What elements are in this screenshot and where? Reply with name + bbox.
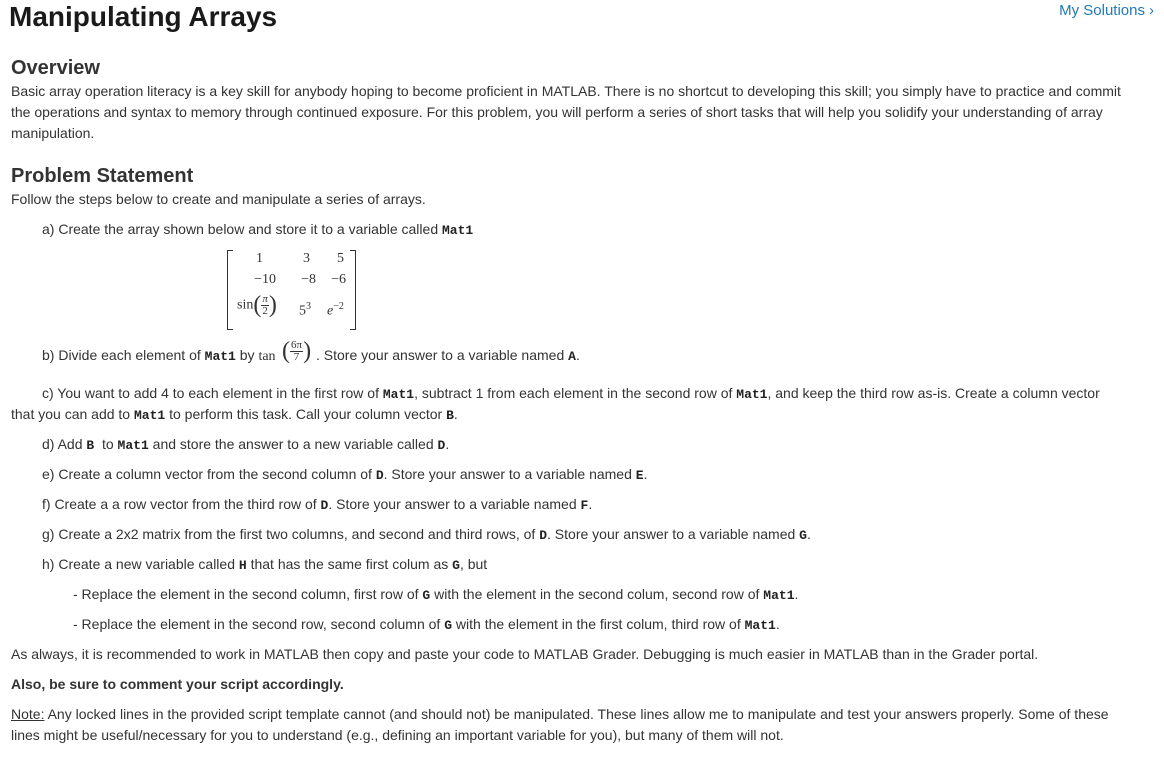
step-d [42, 434, 449, 456]
exponent: −2 [333, 301, 344, 312]
matrix-cell: −6 [331, 272, 346, 287]
var-b: B [86, 438, 95, 453]
step-g-text: . Store your answer to a variable named [547, 526, 800, 542]
base: e [327, 303, 334, 319]
overview-heading: Overview [11, 57, 100, 79]
matrix-right-bracket [350, 250, 356, 330]
step-h-text: - Replace the element in the second column, first row of [73, 586, 423, 602]
six-pi-over-7-fraction [290, 340, 303, 363]
chevron-right-icon: › [1149, 2, 1154, 19]
matrix-cell: −8 [301, 272, 316, 287]
tan-argument: ( $\frac{6\pi}{7}$ ) [282, 338, 312, 364]
note-text: Any locked lines in the provided script template cannot (and should not) be manipulated. These lines allow me to manipulate and test your answers properly. Some of these lines might be useful/necessary for you to understand (e.g., defining an important variable for you), but many of them will not. [11, 706, 1109, 743]
punct: . [794, 586, 799, 602]
exponent: 3 [306, 301, 311, 312]
matrix-cell-e [327, 301, 344, 320]
step-g-text: g) Create a 2x2 matrix from the first two columns, and second and third rows, of [42, 526, 540, 542]
problem-heading: Problem Statement [11, 165, 194, 187]
step-g [42, 524, 811, 546]
var-g: G [444, 618, 453, 633]
mat1-matrix [227, 250, 356, 330]
matrix-cell: 1 [256, 251, 263, 266]
matrix-cell: −10 [254, 272, 276, 287]
var-mat1: Mat1 [744, 618, 776, 633]
step-c-text: that you can add to [11, 406, 134, 422]
pi-over-2-fraction [261, 294, 269, 317]
var-mat1: Mat1 [117, 438, 149, 453]
step-h [42, 554, 487, 576]
var-d: D [375, 468, 384, 483]
step-d-text: d) Add [42, 436, 87, 452]
footer-comment: Also, be sure to comment your script accordingly. [11, 676, 344, 692]
var-a: A [568, 349, 576, 364]
step-h-sub1 [73, 584, 798, 606]
step-b [42, 345, 276, 367]
step-e-text: . Store your answer to a variable named [383, 466, 636, 482]
footer-always: As always, it is recommended to work in MATLAB then copy and paste your code to MATLAB Grader. Debugging is much easier in MATLAB than in the Grader portal. [11, 646, 1039, 662]
frac-denominator: 7 [293, 351, 300, 363]
punct: . [588, 496, 593, 512]
frac-denominator: 2 [262, 305, 268, 317]
step-c-text: , subtract 1 from each element in the second row of [414, 385, 737, 401]
step-c-line2 [11, 404, 458, 426]
var-mat1: Mat1 [736, 387, 768, 402]
step-h-text: - Replace the element in the second row, second column of [73, 616, 445, 632]
var-g: G [422, 588, 431, 603]
note-label: Note: [11, 706, 45, 722]
step-e-text: e) Create a column vector from the second column of [42, 466, 376, 482]
step-c-line1 [42, 383, 1100, 405]
problem-intro: Follow the steps below to create and manipulate a series of arrays. [11, 191, 426, 207]
var-mat1: Mat1 [763, 588, 795, 603]
step-h-text: that has the same first colum as [246, 556, 453, 572]
var-mat1: Mat1 [133, 408, 166, 423]
var-d: D [320, 498, 329, 513]
step-e [42, 464, 647, 486]
step-f [42, 494, 592, 516]
var-g: G [452, 558, 460, 573]
step-b-text: b) Divide each element of [42, 347, 205, 363]
step-a-text: a) Create the array shown below and store it to a variable called [42, 221, 442, 237]
punct: . [643, 466, 648, 482]
var-e: E [635, 468, 644, 483]
step-f-text: . Store your answer to a variable named [328, 496, 581, 512]
tan-label: tan [258, 349, 276, 364]
step-c-text: , and keep the third row as-is. Create a column vector [767, 385, 1100, 401]
matrix-cell: 5 [337, 251, 344, 266]
punct: . [575, 347, 580, 363]
step-d-text: and store the answer to a new variable called [148, 436, 438, 452]
my-solutions-label: My Solutions [1059, 2, 1145, 19]
my-solutions-link[interactable] [1059, 2, 1154, 20]
var-mat1: Mat1 [382, 387, 415, 402]
var-d: D [437, 438, 446, 453]
frac-numerator: 6π [291, 339, 303, 351]
var-f: F [580, 498, 589, 513]
matrix-cell-sin: sin( $\frac{\pi}{2}$ ) [237, 292, 277, 318]
matrix-cell-five-cubed [299, 301, 311, 320]
step-h-text: h) Create a new variable called [42, 556, 239, 572]
step-h-text: with the element in the second colum, second row of [430, 586, 764, 602]
var-g: G [799, 528, 807, 543]
overview-text: Basic array operation literacy is a key skill for anybody hoping to become proficient in MATLAB. There is no shortcut to developing this skill; you simply have to practice and commit the operations and syntax to memory through continued exposure. For this problem, you will perform a series of short tasks that will help you solidify your understanding of array manipulation. [11, 83, 1121, 141]
punct: . [453, 406, 458, 422]
footer-note [11, 704, 1131, 746]
page-title: Manipulating Arrays [9, 1, 278, 32]
var-mat1: Mat1 [204, 349, 236, 364]
var-mat1: Mat1 [442, 223, 474, 238]
matrix-cell: 3 [303, 251, 310, 266]
step-b-rest [316, 345, 580, 367]
base: 5 [299, 303, 306, 319]
var-d: D [539, 528, 548, 543]
step-c-text: c) You want to add 4 to each element in the first row of [42, 385, 383, 401]
step-c-text: to perform this task. Call your column vector [165, 406, 447, 422]
step-b-text: by [235, 347, 259, 363]
var-b: B [446, 408, 454, 423]
step-h-text: with the element in the first colum, third row of [452, 616, 745, 632]
step-h-text: , but [459, 556, 488, 572]
step-h-sub2 [73, 614, 780, 636]
var-h: H [238, 558, 247, 573]
punct: . [775, 616, 780, 632]
step-a [42, 219, 473, 241]
step-f-text: f) Create a a row vector from the third row of [42, 496, 321, 512]
sin-label: sin [237, 297, 254, 313]
punct: . [445, 436, 450, 452]
step-d-text: to [94, 436, 118, 452]
frac-numerator: π [262, 293, 268, 305]
punct: . [806, 526, 811, 542]
matrix-left-bracket [227, 250, 233, 330]
step-b-text: . Store your answer to a variable named [316, 347, 569, 363]
